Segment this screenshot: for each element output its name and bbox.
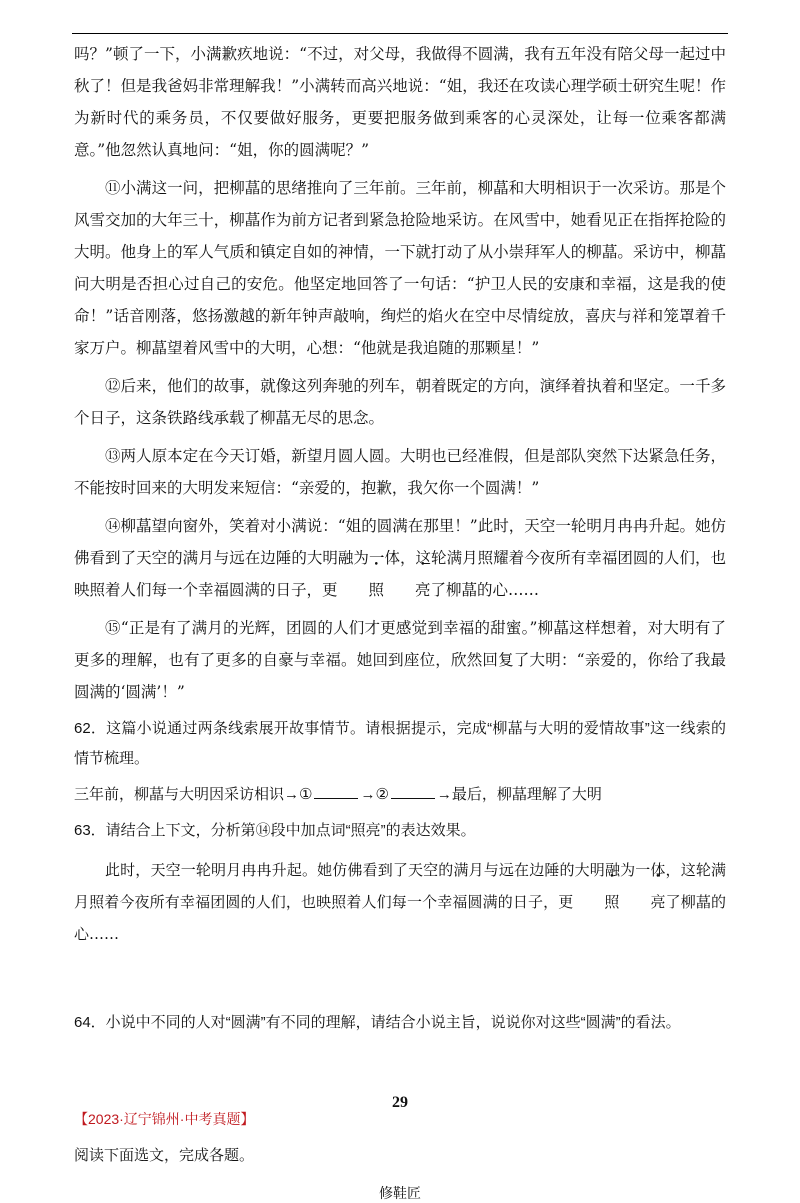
paragraph-14 xyxy=(74,510,726,606)
flow-mid: →② xyxy=(360,786,389,803)
paragraph-11: ⑪小满这一问，把柳蕌的思绪推向了三年前。三年前，柳蕌和大明相识于一次采访。那是个风雪交加的大年三十，柳蕌作为前方记者到紧急抢险地采访。在风雪中，她看见正在指挥抢险的大明。他身上的军人气质和镇定自如的神情，一下就打动了从小崇拜军人的柳蕌。采访中，柳蕌问大明是否担心过自己的安危。他坚定地回答了一句话：“护卫人民的安康和幸福，这是我的使命！”话音刚落，悠扬激越的新年钟声敲响，绚烂的焰火在空中尽情绽放，喜庆与祥和笼罩着千家万户。柳蕌望着风雪中的大明，心想：“他就是我追随的那颗星！” xyxy=(74,179,726,357)
quote-end: 了柳蕌的心…… xyxy=(74,893,726,943)
paragraph-continued: 吗？”顿了一下，小满歉疚地说：“不过，对父母，我做得不圆满，我有五年没有陪父母一起过中秋了！但是我爸妈非常理解我！”小满转而高兴地说：“姐，我还在攻读心理学硕士研究生呢！作为新时代的乘务员，不仅要做好服务，更要把服务做到乘客的心灵深处，让每一位乘客都满意。”他忽然认真地问：“姐，你的圆满呢？” xyxy=(74,45,726,159)
quote-text: 此时，天空一轮明月冉冉升起。她仿佛看到了天空的满月与远在边陲的大明融为一体，这轮满月照着今夜所有幸福团圆的人们，也映照着人们每一个幸福圆满的日子，更 xyxy=(74,861,726,911)
question-62: 62．这篇小说通过两条线索展开故事情节。请根据提示，完成“柳蕌与大明的爱情故事”这一线索的情节梳理。 xyxy=(74,720,726,767)
emphasis-dot-liang: 亮 xyxy=(415,581,431,599)
quote-emphasis-liang: 亮 xyxy=(650,893,666,911)
question-63-quote xyxy=(74,854,726,950)
answer-blank-2[interactable] xyxy=(391,784,435,799)
quote-emphasis-zhao: 照 xyxy=(604,893,620,911)
paragraph-14-text: ⑭柳蕌望向窗外，笑着对小满说：“姐的圆满在那里！”此时，天空一轮明月冉冉升起。她仿佛看到了天空的满月与远在边陲的大明融为一体，这轮满月照耀着今夜所有幸福团圆的人们，也映照着人们每一个幸福圆满的日子，更 xyxy=(74,517,726,599)
next-passage-title: 修鞋匠 xyxy=(379,1186,421,1202)
flow-start: 三年前，柳蕌与大明因采访相识→① xyxy=(74,786,313,803)
document-body xyxy=(74,38,726,1203)
question-64: 64．小说中不同的人对“圆满”有不同的理解，请结合小说主旨，说说你对这些“圆满”的看法。 xyxy=(74,1014,681,1031)
paragraph-13: ⑬两人原本定在今天订婚，新望月圆人圆。大明也已经准假，但是部队突然下达紧急任务，不能按时回来的大明发来短信：“亲爱的，抱歉，我欠你一个圆满！” xyxy=(74,447,726,497)
flow-end: →最后，柳蕌理解了大明 xyxy=(436,786,602,803)
answer-blank-1[interactable] xyxy=(314,784,358,799)
question-62-flow xyxy=(74,780,726,810)
answer-space-63[interactable] xyxy=(74,950,726,1002)
emphasis-dot-zhao: 照 xyxy=(368,581,385,599)
header-rule xyxy=(72,33,728,34)
paragraph-15: ⑮“正是有了满月的光辉，团圆的人们才更感觉到幸福的甜蜜。”柳蕌这样想着，对大明有了更多的理解，也有了更多的自豪与幸福。她回到座位，欣然回复了大明：“亲爱的，你给了我最圆满的‘圆满’！” xyxy=(74,619,726,701)
answer-space-64[interactable] xyxy=(74,1042,726,1098)
question-63: 63．请结合上下文，分析第⑭段中加点词“照亮”的表达效果。 xyxy=(74,822,476,839)
page-number: 29 xyxy=(392,1094,408,1111)
paragraph-14-end: 了柳蕌的心…… xyxy=(430,581,540,599)
instruction: 阅读下面选文，完成各题。 xyxy=(74,1147,255,1164)
paragraph-12: ⑫后来，他们的故事，就像这列奔驰的列车，朝着既定的方向，演绎着执着和坚定。一千多个日子，这条铁路线承载了柳蕌无尽的思念。 xyxy=(74,377,726,427)
source-tag: 【2023·辽宁锦州·中考真题】 xyxy=(74,1111,255,1127)
